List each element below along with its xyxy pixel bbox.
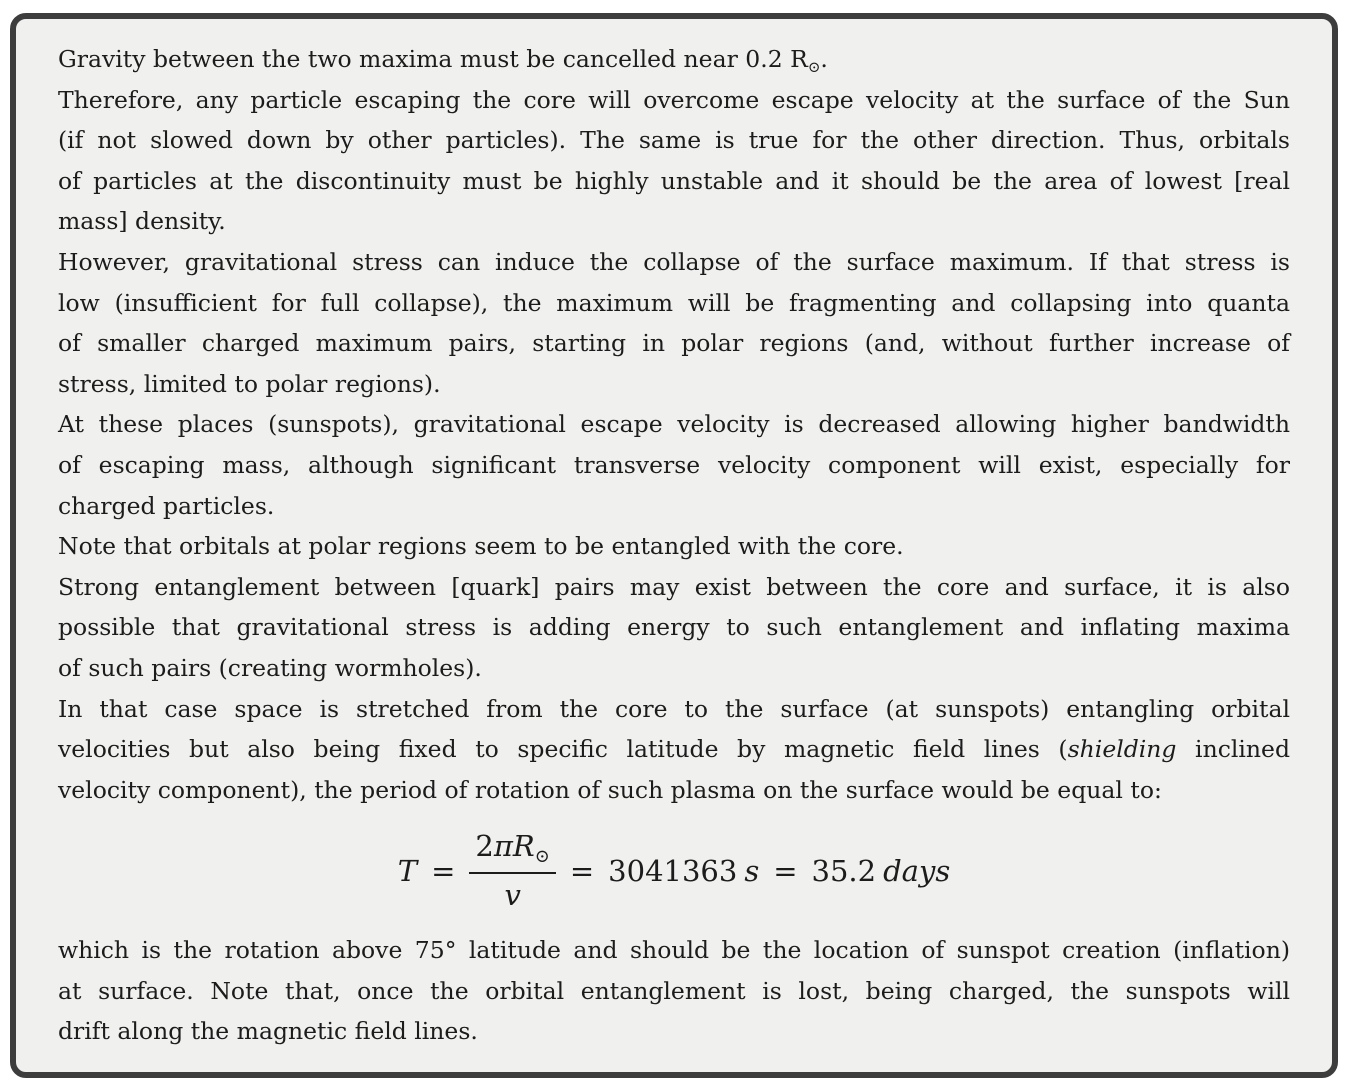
- text-line: In that case space is stretched from the core to the surface (at sunspots) entangling orbital: [58, 694, 1290, 723]
- equation-rotation-period: [58, 829, 1290, 913]
- text-line: charged particles.: [58, 491, 275, 520]
- paragraphs-after: [58, 930, 1290, 1052]
- fraction: [469, 829, 555, 913]
- text-line: velocities but also being fixed to specific latitude by magnetic field lines (shielding inclined: [58, 735, 1290, 764]
- paragraphs-before: [58, 39, 1290, 810]
- text-line: Strong entanglement between [quark] pairs may exist between the core and surface, it is also: [58, 572, 1290, 601]
- text-line: of smaller charged maximum pairs, starting in polar regions (and, without further increase of: [58, 329, 1290, 358]
- text-line: velocity component), the period of rotation of such plasma on the surface would be equal to:: [58, 775, 1162, 804]
- text-line: possible that gravitational stress is adding energy to such entanglement and inflating maxima: [58, 613, 1290, 642]
- equals-sign: =: [431, 854, 456, 889]
- paragraph: [58, 689, 1290, 811]
- text-line: However, gravitational stress can induce the collapse of the surface maximum. If that stress is: [58, 247, 1290, 276]
- paragraph: [58, 567, 1290, 689]
- equation-lhs-T: T: [397, 854, 418, 889]
- text-line: (if not slowed down by other particles). The same is true for the other direction. Thus, orbitals: [58, 126, 1290, 155]
- paragraph: [58, 242, 1290, 404]
- text-line: low (insufficient for full collapse), the maximum will be fragmenting and collapsing into quanta: [58, 288, 1290, 317]
- content-panel: [10, 13, 1338, 1078]
- text-line: stress, limited to polar regions).: [58, 369, 441, 398]
- fraction-numerator: $2\pi R_⊙$: [475, 829, 550, 868]
- paragraph: [58, 404, 1290, 526]
- days-unit: days: [883, 854, 951, 889]
- equals-sign: =: [569, 854, 595, 889]
- text-line: of escaping mass, although significant transverse velocity component will exist, especially for: [58, 450, 1290, 479]
- sun-symbol: ⊙: [534, 846, 550, 868]
- paragraph: [58, 526, 1290, 567]
- days-value: 35.2: [811, 854, 877, 889]
- text-line: of particles at the discontinuity must be highly unstable and it should be the area of lowest [real: [58, 166, 1290, 195]
- text-line: Note that orbitals at polar regions seem to be entangled with the core.: [58, 532, 904, 561]
- seconds-value: 3041363: [608, 854, 738, 889]
- text-line: drift along the magnetic field lines.: [58, 1017, 478, 1046]
- paragraph: [58, 80, 1290, 242]
- text-line: at surface. Note that, once the orbital entanglement is lost, being charged, the sunspots will: [58, 976, 1290, 1005]
- text-line: Gravity between the two maxima must be cancelled near 0.2 $R_⊙$.: [58, 45, 828, 76]
- paragraph: [58, 39, 1290, 80]
- paragraph: [58, 930, 1290, 1052]
- seconds-unit: s: [744, 854, 760, 889]
- text-line: Therefore, any particle escaping the core will overcome escape velocity at the surface of the Sun: [58, 85, 1290, 114]
- fraction-denominator: v: [504, 878, 521, 913]
- equals-sign: =: [773, 854, 798, 889]
- text-line: mass] density.: [58, 207, 226, 236]
- text-line: of such pairs (creating wormholes).: [58, 653, 482, 682]
- text-line: which is the rotation above 75° latitude and should be the location of sunspot creation (inflation): [58, 936, 1290, 965]
- text-line: At these places (sunspots), gravitational escape velocity is decreased allowing higher bandwidth: [58, 410, 1290, 439]
